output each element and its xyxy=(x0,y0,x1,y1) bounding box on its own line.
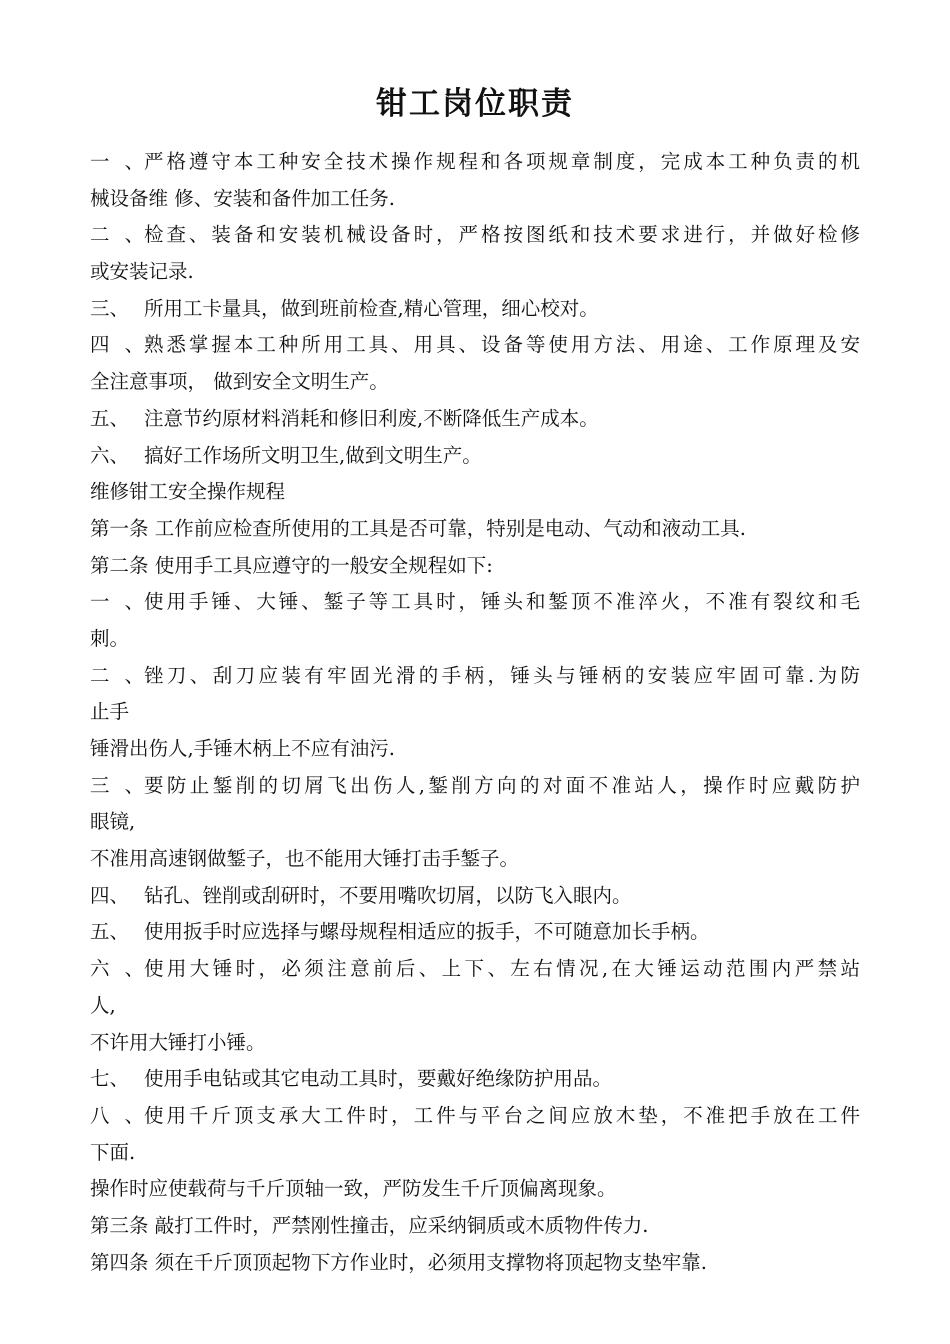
text-line xyxy=(90,144,860,181)
text-line xyxy=(90,254,860,291)
item-number: 六、 xyxy=(90,443,130,467)
item-number: 四、 xyxy=(90,883,130,907)
text-line xyxy=(90,548,860,585)
text-line xyxy=(90,438,860,475)
text-line xyxy=(90,511,860,548)
line-text: 第四条 须在千斤顶顶起物下方作业时，必须用支撑物将顶起物支垫牢靠. xyxy=(90,1250,707,1274)
line-text: 不准用高速钢做錾子，也不能用大锤打击手錾子。 xyxy=(90,847,520,871)
text-line xyxy=(90,1025,860,1062)
line-text: 第三条 敲打工件时，严禁刚性撞击，应采纳铜质或木质物件传力. xyxy=(90,1213,649,1237)
item-number: 三、 xyxy=(90,296,130,320)
line-text: 刺。 xyxy=(90,626,130,650)
line-text: 熟悉掌握本工种所用工具、用具、设备等使用方法、用途、工作原理及安 xyxy=(144,333,860,357)
line-text: 维修钳工安全操作规程 xyxy=(90,480,286,504)
line-text: 检查、装备和安装机械设备时，严格按图纸和技术要求进行，并做好检修 xyxy=(144,223,860,247)
text-line xyxy=(90,694,860,731)
line-text: 使用扳手时应选择与螺母规程相适应的扳手，不可随意加长手柄。 xyxy=(144,920,710,944)
line-text: 严格遵守本工种安全技术操作规程和各项规章制度，完成本工种负责的机 xyxy=(144,150,860,173)
line-text: 钻孔、锉削或刮研时，不要用嘴吹切屑，以防飞入眼内。 xyxy=(144,883,632,907)
item-number: 四、 xyxy=(90,333,144,357)
line-text: 械设备维 修、安装和备件加工任务. xyxy=(90,186,395,210)
text-line xyxy=(90,878,860,915)
line-text: 使用大锤时，必须注意前后、上下、左右情况,在大锤运动范围内严禁站 xyxy=(144,957,860,981)
text-line xyxy=(90,621,860,658)
line-text: 下面. xyxy=(90,1140,136,1164)
line-text: 锉刀、刮刀应装有牢固光滑的手柄，锤头与锤柄的安装应牢固可靠.为防 xyxy=(144,663,860,687)
document-page xyxy=(90,78,860,1281)
text-line xyxy=(90,181,860,218)
text-line xyxy=(90,804,860,841)
line-text: 要防止錾削的切屑飞出伤人,錾削方向的对面不准站人，操作时应戴防护 xyxy=(144,773,860,797)
text-line xyxy=(90,951,860,988)
line-text: 全注意事项， 做到安全文明生产。 xyxy=(90,370,389,394)
line-text: 操作时应使载荷与千斤顶轴一致，严防发生千斤顶偏离现象。 xyxy=(90,1177,617,1201)
item-number: 五、 xyxy=(90,920,130,944)
text-line xyxy=(90,291,860,328)
item-number: 一、 xyxy=(90,590,144,614)
text-line xyxy=(90,474,860,511)
text-line xyxy=(90,768,860,805)
line-text: 搞好工作场所文明卫生,做到文明生产。 xyxy=(144,443,482,467)
text-line xyxy=(90,841,860,878)
item-number: 六、 xyxy=(90,957,144,981)
line-text: 第二条 使用手工具应遵守的一般安全规程如下: xyxy=(90,553,493,577)
text-line xyxy=(90,1171,860,1208)
text-line xyxy=(90,988,860,1025)
line-text: 锤滑出伤人,手锤木柄上不应有油污. xyxy=(90,737,395,760)
line-text: 第一条 工作前应检查所使用的工具是否可靠，特别是电动、气动和液动工具. xyxy=(90,516,746,540)
line-text: 所用工卡量具，做到班前检查,精心管理，细心校对。 xyxy=(144,296,599,320)
text-line xyxy=(90,1208,860,1245)
line-text: 使用手锤、大锤、錾子等工具时，锤头和錾顶不准淬火，不准有裂纹和毛 xyxy=(144,590,860,614)
text-line xyxy=(90,401,860,438)
text-line xyxy=(90,914,860,951)
text-line xyxy=(90,1135,860,1172)
text-line xyxy=(90,584,860,621)
text-line xyxy=(90,327,860,364)
item-number: 一、 xyxy=(90,150,144,173)
item-number: 七、 xyxy=(90,1067,130,1091)
line-text: 使用手电钻或其它电动工具时，要戴好绝缘防护用品。 xyxy=(144,1067,613,1091)
item-number: 五、 xyxy=(90,406,130,430)
text-line xyxy=(90,658,860,695)
item-number: 二、 xyxy=(90,223,144,247)
text-line xyxy=(90,1098,860,1135)
item-number: 二、 xyxy=(90,663,144,687)
text-line xyxy=(90,364,860,401)
line-text: 或安装记录. xyxy=(90,260,194,284)
text-line xyxy=(90,731,860,768)
document-title: 钳工岗位职责 xyxy=(376,86,574,122)
text-line xyxy=(90,1061,860,1098)
item-number: 八、 xyxy=(90,1103,144,1127)
line-text: 止手 xyxy=(90,700,130,724)
line-text: 注意节约原材料消耗和修旧利废,不断降低生产成本。 xyxy=(144,406,599,430)
text-line xyxy=(90,217,860,254)
line-text: 不许用大锤打小锤。 xyxy=(90,1030,266,1054)
line-text: 使用千斤顶支承大工件时，工件与平台之间应放木垫，不准把手放在工件 xyxy=(144,1103,860,1127)
document-body xyxy=(90,144,860,1281)
text-line xyxy=(90,1245,860,1282)
line-text: 人, xyxy=(90,993,116,1017)
line-text: 眼镜, xyxy=(90,810,136,834)
item-number: 三、 xyxy=(90,773,144,797)
